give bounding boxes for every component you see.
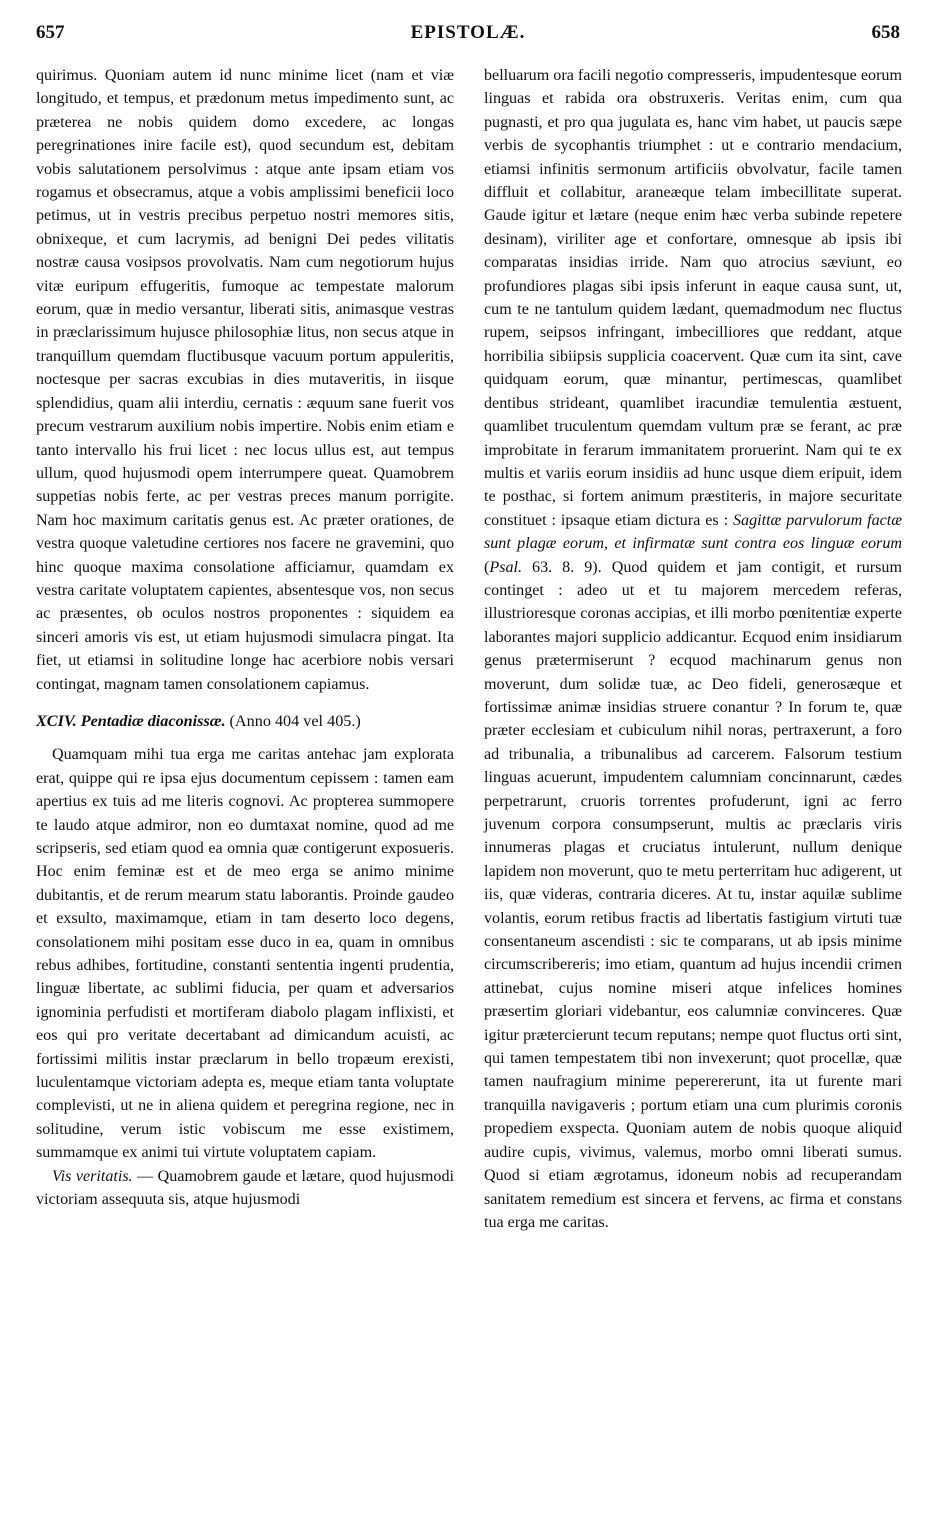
paragraph-continued: belluarum ora facili negotio compresseris, impudentesque eorum linguas et rabida ora obstruxeris. Veritas enim, cum qua pugnasti, et pro qua jugulata es, hanc vim habet, ut paucis sæpe verbis de sycophantis triumphet : ut e contrario mendacium, etiamsi infinitis sermonum artificiis obvolvatur, facile tamen diffluit et collabitur, araneæque telam imbecillitate superat. Gaude igitur et lætare (neque enim hæc verba subinde repetere desinam), viriliter age et confortare, omnesque ab ipsis ibi comparatas insidias irride. Nam quo atrocius sæviunt, eo profundiores plagas sibi ipsis inferunt in eaque causa sunt, ut, cum te ne tantulum quidem lædant, quemadmodum nec fluctus rupem, seipsos infringant, imbecilliores que reddant, atque horribilia sibiipsis supplicia coacervent. Quæ cum ita sint, cave quidquam eorum, quæ minantur, pertimescas, quamlibet dentibus strideant, quamlibet iracundiæ temulentia æstuent, quamlibet truculentum quemdam vultum præ se ferant, ac præ improbitate in ferarum immanitatem proruerint. Nam qui te ex multis et variis eorum insidiis ad hunc usque diem eripuit, idem te posthac, si fortem animum præstiteris, in majore securitate constituet : ipsaque etiam dictura es : Sagittæ parvulorum factæ sunt plagæ eorum, et infirmatæ sunt contra eos linguæ eorum (Psal. 63. 8. 9). Quod quidem et jam contigit, et rursum continget : adeo ut et tu majorem mercedem referas, illustrioresque coronas accipias, et illi morbo pœnitentiæ experte laborantes majori supplicio addicantur. Ecquod enim insidiarum genus prætermiserunt ? ecquod machinarum genus non moverunt, dum solidæ tuæ, ac Deo fideli, generosæque et fortissimæ animæ insidias struere conantur ? In forum te, quæ præter ecclesiam et cubiculum nihil noras, pertraxerunt, a foro ad tribunalia, a tribunalibus ad carcerem. Falsorum testium linguas acuerunt, impudentem calumniam concinnarunt, cædes perpetrarunt, cruoris torrentes profuderunt, igni ac ferro juvenum corpora consumpserunt, multis ac præclaris viris innumeras plagas et cruciatus intulerunt, nullum denique lapidem non moverunt, quo te metu perterritam huc adigerent, ut iis, quæ videras, contraria diceres. At tu, instar aquilæ sublime volantis, eorum retibus fractis ad libertatis fastigium virtuti tuæ consentaneum ascendisti : sic te comparans, ut ab ipsis minime circumscribereris; imo etiam, quantum ad hujus incendii crimen attinebat, cujus nomine miseri atque infelices homines præsertim gloriari videbantur, eos calumniæ convinceres. Quæ igitur prætercierunt tecum reputans; nempe quot fluctus orti sint, qui tamen tempestatem tibi non invexerunt; quot procellæ, quæ tamen naufragium minime peperererunt, ita ut furente mari tranquilla navigaveris ; portum etiam una cum plurimis coronis propediem exspecta. Quoniam autem de nobis quoque aliquid audire cupis, vivimus, valemus, morbo omni liberati sumus. Quod si etiam ægrotamus, idoneum nobis ad recuperandam sanitatem remedium est sincera et fervens, ac firma et constans tua erga me caritas. bbox=[484, 67, 903, 1231]
quote-reference: Psal. bbox=[489, 558, 522, 576]
right-page-number: 658 bbox=[871, 22, 900, 43]
paragraph-text: belluarum ora facili negotio compresseris, impudentesque eorum linguas et rabida ora obstruxeris. Veritas enim, cum qua pugnasti, et pro qua jugulata es, hanc vim habet, ut paucis sæpe verbis de sycophantis triumphet : ut e contrario mendacium, etiamsi infinitis sermonum artificiis obvolvatur, facile tamen diffluit et collabitur, araneæque telam imbecillitate superat. Gaude igitur et lætare (neque enim hæc verba subinde repetere desinam), viriliter age et confortare, omnesque ab ipsis ibi comparatas insidias irride. Nam quo atrocius sæviunt, eo profundiores plagas sibi ipsis inferunt in eaque causa sunt, ut, cum te ne tantulum quidem lædant, quemadmodum nec fluctus rupem, seipsos infringant, imbecilliores que reddant, atque horribilia sibiipsis supplicia coacervent. Quæ cum ita sint, cave quidquam eorum, quæ minantur, pertimescas, quamlibet dentibus strideant, quamlibet iracundiæ temulentia æstuent, quamlibet truculentum quemdam vultum præ se ferant, ac præ improbitate in ferarum immanitatem proruerint. Nam qui te ex multis et variis eorum insidiis ad hunc usque diem eripuit, idem te posthac, si fortem animum præstiteris, in majore securitate constituet : ipsaque etiam dictura es : bbox=[484, 67, 902, 529]
paragraph: Quamquam mihi tua erga me caritas antehac jam explorata erat, quippe qui re ipsa ejus documentum cepissem : tamen eam apertius ex tuis ad me literis cognovi. Ac propterea summopere te laudo atque admiror, non eo dumtaxat nomine, quod ad me scripseris, sed etiam quod ea omnia quæ contigerunt exposueris. Hoc enim feminæ est et de meo erga se animo minime dubitantis, et de rerum mearum statu laborantis. Proinde gaudeo et exsulto, maximamque, etiam in tam deserto loco degens, consolationem mihi positam esse duco in ea, quam in omnibus rebus adhibes, fortitudine, constanti sententia ingenti prudentia, linguæ libertate, ac sublimi fiducia, per quam et adversarios ignominia perfudisti et mortiferam diabolo plagam inflixisti, et eos qui pro veritate decertabant ad dimicandum acuisti, ac fortissimi militis instar præclarum in bello tropæum erexisti, luculentamque victoriam adepta es, meque etiam tanta voluptate complevisti, ut ne in aliena quidem et peregrina regione, nec in solitudine, verum istic vobiscum me esse existimem, summamque ex animi tui virtute voluptatem capiam. bbox=[36, 746, 454, 1162]
letter-number: XCIV. bbox=[36, 711, 77, 730]
paragraph-continued: quirimus. Quoniam autem id nunc minime licet (nam et viæ longitudo, et tempus, et prædonum metus impedimento sunt, ac præterea ne nobis quidem domo excedere, ac longas peregrinationes inire facile est), quod secundum est, debitam vobis salutationem persolvimus : atque ante ipsam etiam vos rogamus et obsecramus, atque a vobis amplissimi beneficii loco petimus, ut in vestris precibus perpetuo nostri memores sitis, obnixeque, et cum lacrymis, ad benigni Dei pedes vilitatis nostræ causa vosipsos provolvatis. Nam cum negotiorum hujus vitæ euripum effugeritis, fumoque ac tempestate malorum eorum, quæ in medio versantur, liberati sitis, animasque vestras in præclarissimum hujusce philosophiæ litus, non secus atque in tranquillum quemdam fluctibusque vacuum portum appuleritis, noctesque per sacras excubias in dies mutaveritis, in iisque splendidius, quam alii interdiu, cernatis : æquum sane fuerit vos precum vestrarum auxilium nobis impertire. Nobis enim etiam e tanto intervallo his frui licet : nec locus ullus est, aut tempus ullum, quod hujusmodi opem interrumpere queat. Quamobrem suppetias nobis ferte, ac per vestras preces manum porrigite. Nam hoc maximum caritatis genus est. Ac præter orationes, de vestra quoque valetudine certiores nos facere ne gravemini, quo hinc quoque maxima consolatione afficiamur, quamdam ex vestra caritate voluptatem capientes, absentesque vos, non secus ac præsentes, ob oculos nostros proponentes : siquidem ea sinceri amoris vis est, ut etiam hujusmodi simulacra pingat. Ita fiet, ut etiamsi in solitudine longe hac acerbiore nobis versari contingat, magnam tamen consolationem capiamus. bbox=[36, 67, 454, 693]
paragraph-text: 63. 8. 9). Quod quidem et jam contigit, et rursum continget : adeo ut et tu majorem mercedem referas, illustrioresque coronas accipias, et illi morbo pœnitentiæ experte laborantes majori supplicio addicantur. Ecquod enim insidiarum genus prætermiserunt ? ecquod machinarum genus non moverunt, dum solidæ tuæ, ac Deo fideli, generosæque et fortissimæ animæ insidias struere conantur ? In forum te, quæ præter ecclesiam et cubiculum nihil noras, pertraxerunt, a foro ad tribunalia, a tribunalibus ad carcerem. Falsorum testium linguas acuerunt, impudentem calumniam concinnarunt, cædes perpetrarunt, cruoris torrentes profuderunt, igni ac ferro juvenum corpora consumpserunt, multis ac præclaris viris innumeras plagas et cruciatus intulerunt, nullum denique lapidem non moverunt, quo te metu perterritam huc adigerent, ut iis, quæ videras, contraria diceres. At tu, instar aquilæ sublime volantis, eorum retibus fractis ad libertatis fastigium virtuti tuæ consentaneum ascendisti : sic te comparans, ut ab ipsis minime circumscribereris; imo etiam, quantum ad hujus incendii crimen attinebat, cujus nomine miseri atque infelices homines præsertim gloriari videbantur, eos calumniæ convinceres. Quæ igitur prætercierunt tecum reputans; nempe quot fluctus orti sint, qui tamen tempestatem tibi non invexerunt; quot procellæ, quæ tamen naufragium minime peperererunt, ita ut furente mari tranquilla navigaveris ; portum etiam una cum plurimis coronis propediem exspecta. Quoniam autem de nobis quoque aliquid audire cupis, vivimus, valemus, morbo omni liberati sumus. Quod si etiam ægrotamus, idoneum nobis ad recuperandam sanitatem remedium est sincera et fervens, ac firma et constans tua erga me caritas. bbox=[484, 558, 902, 1231]
scripture-quote: Sagittæ parvulorum factæ sunt plagæ eorum, et infirmatæ sunt contra eos linguæ eorum bbox=[484, 511, 903, 553]
running-title: EPISTOLÆ. bbox=[410, 22, 526, 43]
right-column bbox=[484, 64, 902, 1234]
letter-addressee: Pentadiæ diaconissæ. bbox=[80, 711, 226, 730]
left-page-number: 657 bbox=[36, 22, 65, 43]
running-header bbox=[36, 14, 900, 44]
letter-date: (Anno 404 vel 405.) bbox=[229, 711, 361, 730]
paragraph bbox=[36, 1165, 454, 1212]
marginal-note: Vis veritatis. bbox=[52, 1167, 133, 1185]
left-column bbox=[36, 64, 454, 1212]
paragraph-text: — Quamobrem gaude et lætare, quod hujusmodi victoriam assequuta sis, atque hujusmodi bbox=[36, 1167, 454, 1209]
letter-heading bbox=[36, 710, 454, 733]
